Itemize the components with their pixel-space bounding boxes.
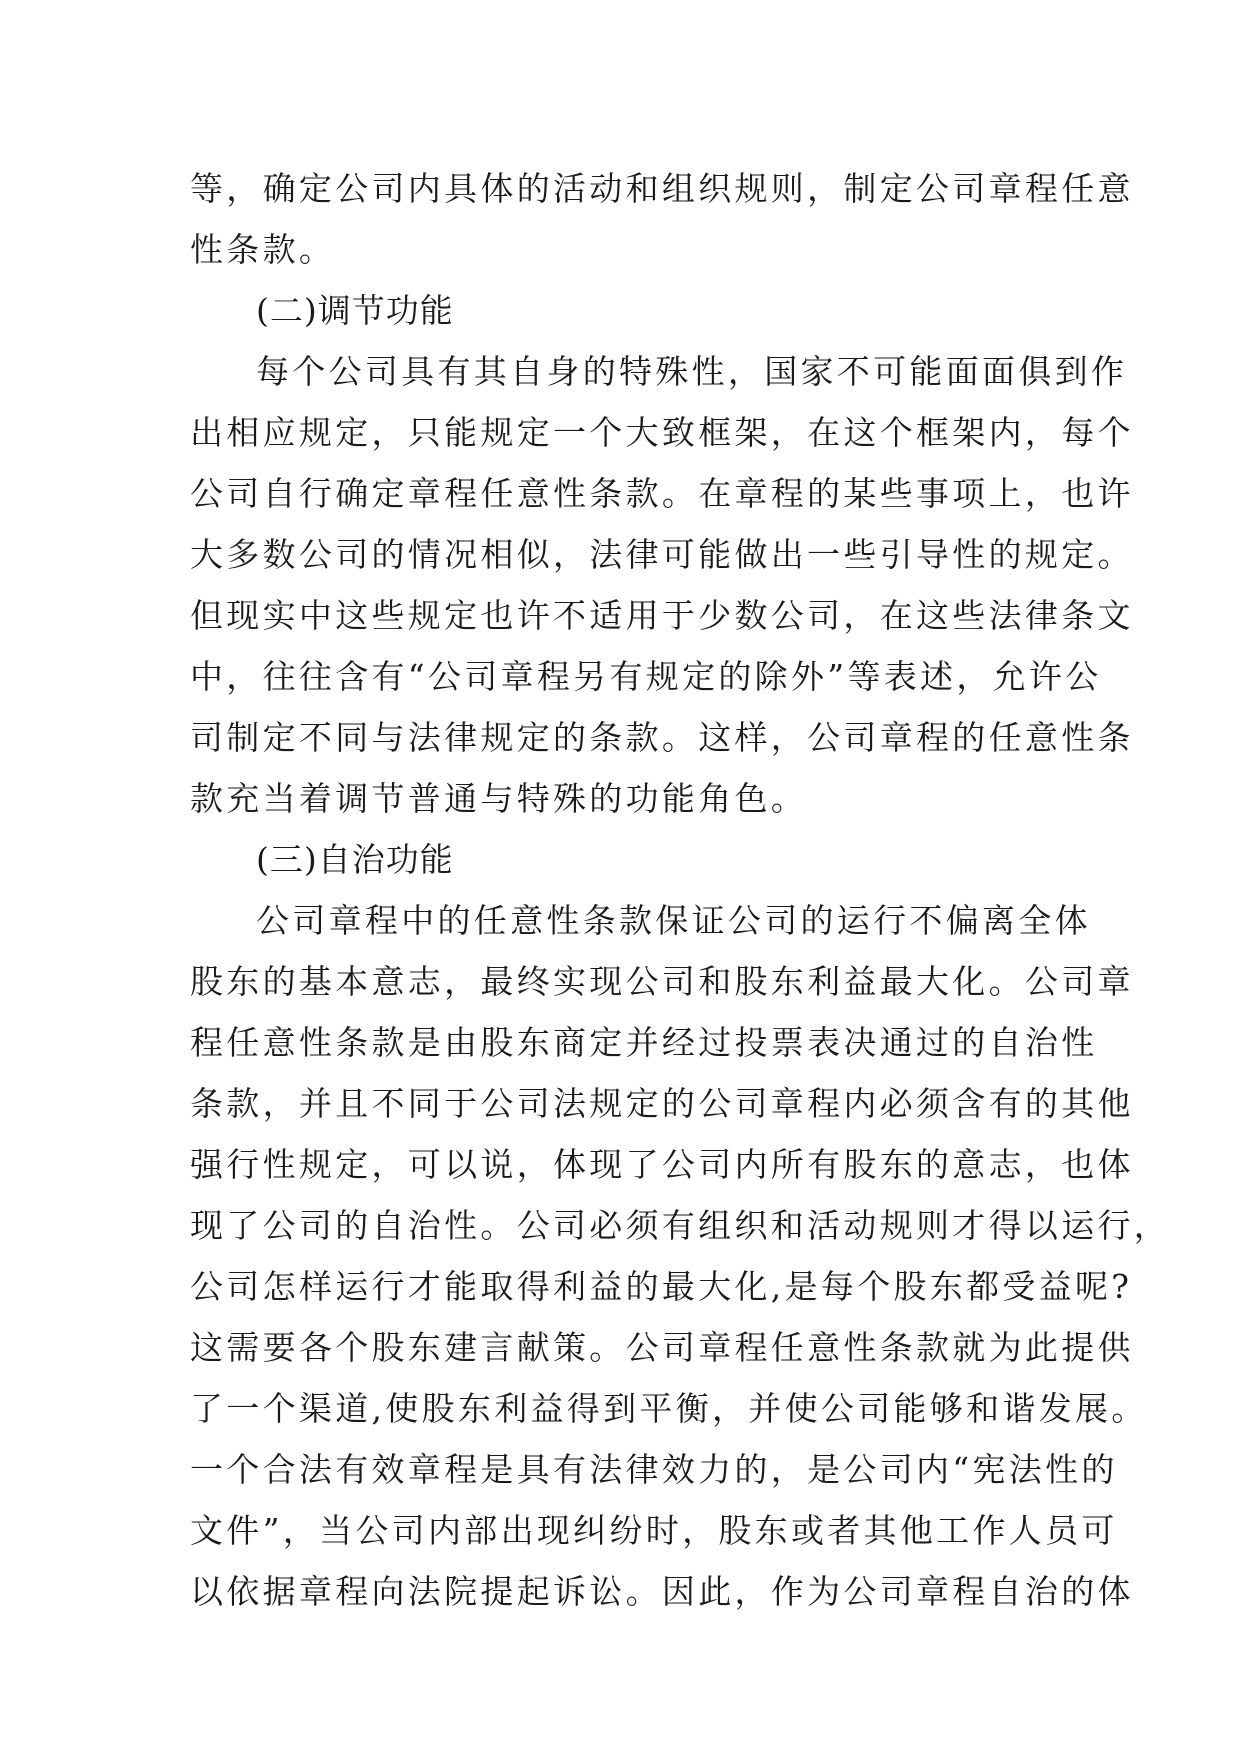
body-line: 现了公司的自治性。公司必须有组织和活动规则才得以运行， bbox=[190, 1206, 1171, 1245]
body-line: 出相应规定，只能规定一个大致框架，在这个框架内，每个 bbox=[190, 413, 1134, 452]
body-line: 强行性规定，可以说，体现了公司内所有股东的意志，也体 bbox=[190, 1145, 1134, 1184]
body-line: 程任意性条款是由股东商定并经过投票表决通过的自治性 bbox=[190, 1023, 1098, 1062]
body-line: 性条款。 bbox=[190, 230, 336, 269]
section-heading: (二)调节功能 bbox=[256, 291, 454, 330]
paragraph-first-line: 公司章程中的任意性条款保证公司的运行不偏离全体 bbox=[256, 901, 1091, 940]
body-line: 公司怎样运行才能取得利益的最大化,是每个股东都受益呢? bbox=[190, 1267, 1133, 1306]
body-line: 条款，并且不同于公司法规定的公司章程内必须含有的其他 bbox=[190, 1084, 1134, 1123]
body-line: 大多数公司的情况相似，法律可能做出一些引导性的规定。 bbox=[190, 535, 1134, 574]
body-line: 等，确定公司内具体的活动和组织规则，制定公司章程任意 bbox=[190, 169, 1134, 208]
body-line: 了一个渠道,使股东利益得到平衡，并使公司能够和谐发展。 bbox=[190, 1389, 1148, 1428]
body-line: 司制定不同与法律规定的条款。这样，公司章程的任意性条 bbox=[190, 718, 1134, 757]
paragraph-first-line: 每个公司具有其自身的特殊性，国家不可能面面俱到作 bbox=[256, 352, 1128, 391]
body-line: 公司自行确定章程任意性条款。在章程的某些事项上，也许 bbox=[190, 474, 1134, 513]
body-line: 中，往往含有“公司章程另有规定的除外”等表述，允许公 bbox=[190, 657, 1102, 696]
document-body bbox=[190, 158, 1171, 1622]
body-line: 文件”，当公司内部出现纠纷时，股东或者其他工作人员可 bbox=[190, 1511, 1118, 1550]
body-line: 款充当着调节普通与特殊的功能角色。 bbox=[190, 779, 808, 818]
body-line: 以依据章程向法院提起诉讼。因此，作为公司章程自治的体 bbox=[190, 1572, 1134, 1611]
section-heading: (三)自治功能 bbox=[256, 840, 454, 879]
body-line: 一个合法有效章程是具有法律效力的，是公司内“宪法性的 bbox=[190, 1450, 1118, 1489]
body-line: 但现实中这些规定也许不适用于少数公司，在这些法律条文 bbox=[190, 596, 1134, 635]
body-line: 这需要各个股东建言献策。公司章程任意性条款就为此提供 bbox=[190, 1328, 1134, 1367]
body-line: 股东的基本意志，最终实现公司和股东利益最大化。公司章 bbox=[190, 962, 1134, 1001]
